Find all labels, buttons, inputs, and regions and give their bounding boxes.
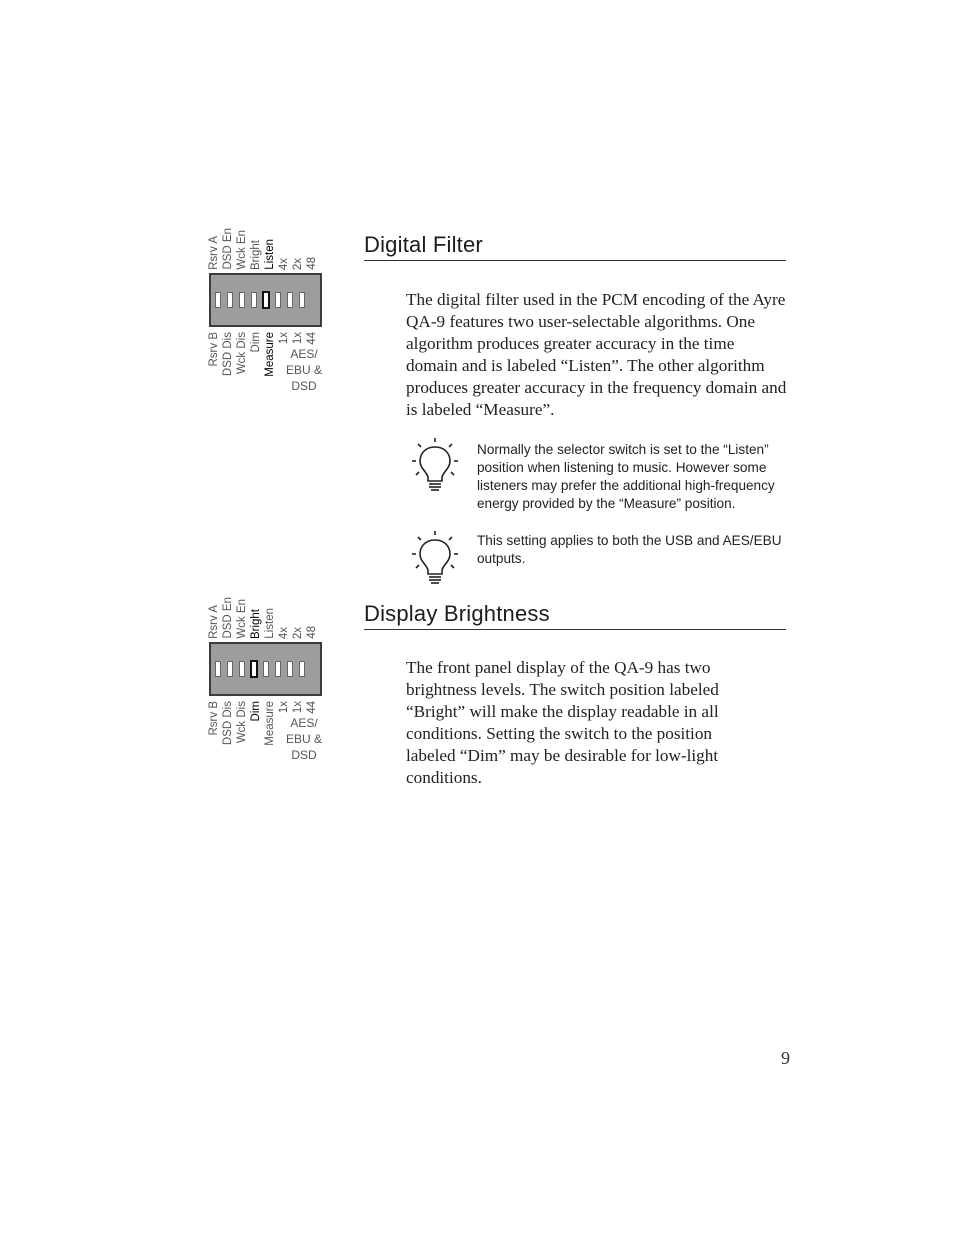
dip-label-top: Listen <box>264 608 276 639</box>
dip-top-labels <box>206 226 326 270</box>
dip-label-top: 4x <box>278 626 290 639</box>
dip-label-top-active: Listen <box>264 239 276 270</box>
aes-label-line: EBU & <box>285 363 322 377</box>
dip-switch-block <box>209 273 322 327</box>
dip-label-top: 4x <box>278 257 290 270</box>
aes-label-line: DSD <box>291 748 317 762</box>
dip-switch <box>299 661 305 677</box>
tip-text-1: Normally the selector switch is set to the “Listen” position when listening to music. However some listeners may prefer the additional high-frequency energy provided by the “Measure” position. <box>477 442 775 511</box>
aes-label-line: EBU & <box>285 732 322 746</box>
dip-switch <box>299 292 305 308</box>
dip-switch <box>227 661 233 677</box>
dip-label-top: Rsrv A <box>208 605 220 639</box>
dip-switch <box>275 292 281 308</box>
dip-label-bottom: Rsrv B <box>208 701 220 736</box>
dip-switch <box>287 292 293 308</box>
lightbulb-icon <box>410 437 460 493</box>
section-heading-display-brightness: Display Brightness <box>364 601 786 630</box>
dip-label-bottom: DSD Dis <box>222 701 234 746</box>
dip-switch <box>239 661 245 677</box>
dip-switch <box>239 292 245 308</box>
dip-label-bottom: Wck Dis <box>236 332 248 375</box>
dip-label-top: 2x <box>292 257 304 270</box>
dip-switch-selected <box>262 291 270 309</box>
dip-label-bottom: 1x <box>292 332 304 345</box>
aes-label-line: DSD <box>291 379 317 393</box>
lightbulb-icon <box>410 530 460 586</box>
section-heading-digital-filter: Digital Filter <box>364 232 786 261</box>
dip-top-labels <box>206 595 326 639</box>
dip-label-top: Rsrv A <box>208 236 220 270</box>
dip-label-top: 2x <box>292 626 304 639</box>
dip-label-top: DSD En <box>222 228 234 270</box>
dip-switch <box>227 292 233 308</box>
dip-label-top: 48 <box>306 257 318 270</box>
dip-label-bottom: DSD Dis <box>222 332 234 377</box>
dip-label-top-active: Bright <box>250 608 262 639</box>
dip-label-bottom: 44 <box>306 701 318 714</box>
dip-label-bottom: 1x <box>292 701 304 714</box>
dip-switch <box>275 661 281 677</box>
dip-label-bottom: Rsrv B <box>208 332 220 367</box>
dip-switch <box>263 661 269 677</box>
dip-label-bottom-active: Dim <box>250 701 262 722</box>
page-number: 9 <box>781 1048 790 1068</box>
dip-label-top: DSD En <box>222 597 234 639</box>
dip-switch <box>215 661 221 677</box>
aes-label-line: AES/ <box>290 716 318 730</box>
dip-label-top: Wck En <box>236 599 248 639</box>
dip-bottom-labels <box>206 701 326 765</box>
dip-switch-block <box>209 642 322 696</box>
aes-label-line: AES/ <box>290 347 318 361</box>
dip-label-bottom-active: Measure <box>264 332 276 377</box>
dip-switch-selected <box>250 660 258 678</box>
dip-label-bottom: Dim <box>250 332 262 353</box>
dip-label-top: 48 <box>306 626 318 639</box>
dip-switch <box>215 292 221 308</box>
tip-text-2: This setting applies to both the USB and AES/EBU outputs. <box>477 533 782 566</box>
dip-label-bottom: 44 <box>306 332 318 345</box>
dip-label-bottom: 1x <box>278 701 290 714</box>
display-brightness-body: The front panel display of the QA-9 has two brightness levels. The switch position labeled “Bright” will make the display readable in all conditions. Setting the switch to the position labeled “Dim” may be desirable for low-light conditions. <box>406 658 719 787</box>
digital-filter-body: The digital filter used in the PCM encoding of the Ayre QA-9 features two user-selectable algorithms. One algorithm produces greater accuracy in the time domain and is labeled “Listen”. The other algorithm produces greater accuracy in the frequency domain and is labeled “Measure”. <box>406 290 787 419</box>
dip-bottom-labels <box>206 332 326 396</box>
dip-label-bottom: Measure <box>264 701 276 746</box>
dip-label-bottom: 1x <box>278 332 290 345</box>
dip-switch <box>287 661 293 677</box>
dip-label-top: Wck En <box>236 230 248 270</box>
dip-label-bottom: Wck Dis <box>236 701 248 744</box>
dip-switch <box>251 292 257 308</box>
dip-label-top: Bright <box>250 239 262 270</box>
